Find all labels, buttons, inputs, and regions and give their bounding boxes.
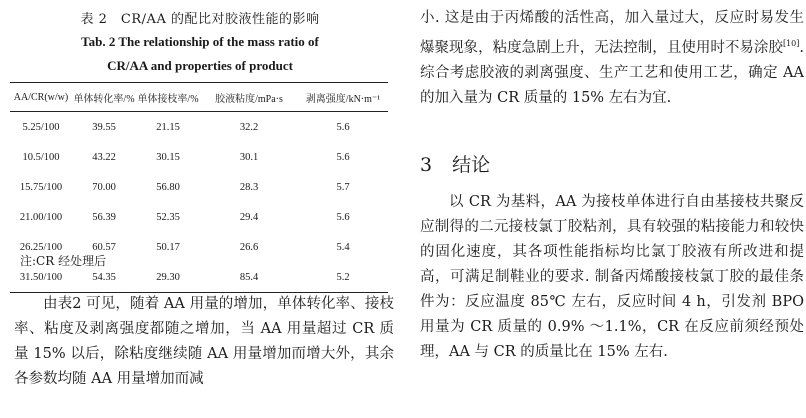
cell-viscosity: 26.6 [239,241,259,253]
cell-conversion: 60.57 [92,241,116,253]
results-paragraph: 由表2 可见，随着 AA 用量的增加，单体转化率、接枝率、粘度及剥离强度都随之增加，当 AA 用量超过 CR 质量 15% 以后，除粘度继续随 AA 用量增加而增大外，其余各参数均随 AA 用量增加而减 [14,296,394,387]
header-conversion: 单体转化率/% [72,83,136,112]
conclusion-paragraph: 以 CR 为基料，AA 为接枝单体进行自由基接枝共聚反应制得的二元接枝氯丁胶粘剂，具有较强的粘接能力和较快的固化速度，其各项性能指标均比氯丁胶液有所改进和提高，可满足制鞋业的要求. 制备丙烯酸接枝氯丁胶的最佳条件为：反应温度 85℃ 左右，反应时间 4 h，引发剂 BPO 用量为 CR 质量的 0.9% ～1.1%，CR 在反应前须经预处理，AA 与 CR 的质量比在 15% 左右. [420,194,804,360]
section-title: 结论 [452,154,491,176]
table-row [10,142,388,172]
cell-peel-strength: 5.6 [336,121,350,133]
cell-ratio: 15.75/100 [19,181,63,193]
cell-viscosity: 30.1 [239,151,259,163]
cell-peel-strength: 5.6 [336,151,350,163]
cell-graft-rate: 21.15 [156,121,180,133]
cell-conversion: 70.00 [92,181,116,193]
cell-peel-strength: 5.4 [336,241,350,253]
header-ratio: AA/CR(w/w) [10,83,72,112]
cell-peel-strength: 5.2 [298,262,388,293]
discussion-text-b: . 综合考虑胶液的剥离强度、生产工艺和使用工艺，确定 AA 的加入量为 CR 质量的 15% 左右为宜. [420,39,804,106]
table-caption-en-line2: CR/AA and properties of product [107,58,293,73]
cell-peel-strength: 5.7 [336,181,350,193]
section-number: 3 [420,154,433,176]
cell-conversion: 54.35 [72,262,136,293]
cell-graft-rate: 56.80 [156,181,180,193]
citation-ref: [10] [782,39,800,48]
cell-peel-strength: 5.6 [336,211,350,223]
header-graft-rate: 单体接枝率/% [136,83,200,112]
table-caption-cn: 表 2 CR/AA 的配比对胶液性能的影响 [80,12,320,27]
header-peel-strength: 剥离强度/kN·m⁻¹ [298,83,388,112]
cell-viscosity: 85.4 [200,262,298,293]
table-caption-en-line1: Tab. 2 The relationship of the mass ratio of [81,34,319,49]
table-note: 注:CR 经处理后 [20,254,107,268]
cell-graft-rate: 29.30 [136,262,200,293]
cell-ratio: 5.25/100 [22,121,60,133]
cell-conversion: 39.55 [92,121,116,133]
cell-ratio: 31.50/100 [10,262,72,293]
cell-conversion: 56.39 [92,211,116,223]
cell-viscosity: 32.2 [239,121,259,133]
discussion-text-a: 小. 这是由于丙烯酸的活性高，加入量过大，反应时易发生爆聚现象，粘度急剧上升，无法控制，且使用时不易涂胶 [420,10,804,56]
cell-viscosity: 28.3 [239,181,259,193]
cell-ratio: 26.25/100 [19,241,63,253]
cell-ratio: 21.00/100 [19,211,63,223]
left-column [0,0,400,418]
cell-graft-rate: 50.17 [156,241,180,253]
cell-conversion: 43.22 [92,151,116,163]
table-row [10,112,388,143]
section-heading [420,150,490,177]
cell-graft-rate: 30.15 [156,151,180,163]
cell-ratio: 10.5/100 [22,151,60,163]
discussion-paragraph [420,6,804,111]
cell-graft-rate: 52.35 [156,211,180,223]
table-header-row [10,83,388,112]
table-row [10,172,388,202]
table-row [10,202,388,232]
header-viscosity: 胶液粘度/mPa·s [200,83,298,112]
cell-viscosity: 29.4 [239,211,259,223]
right-column [420,0,806,418]
